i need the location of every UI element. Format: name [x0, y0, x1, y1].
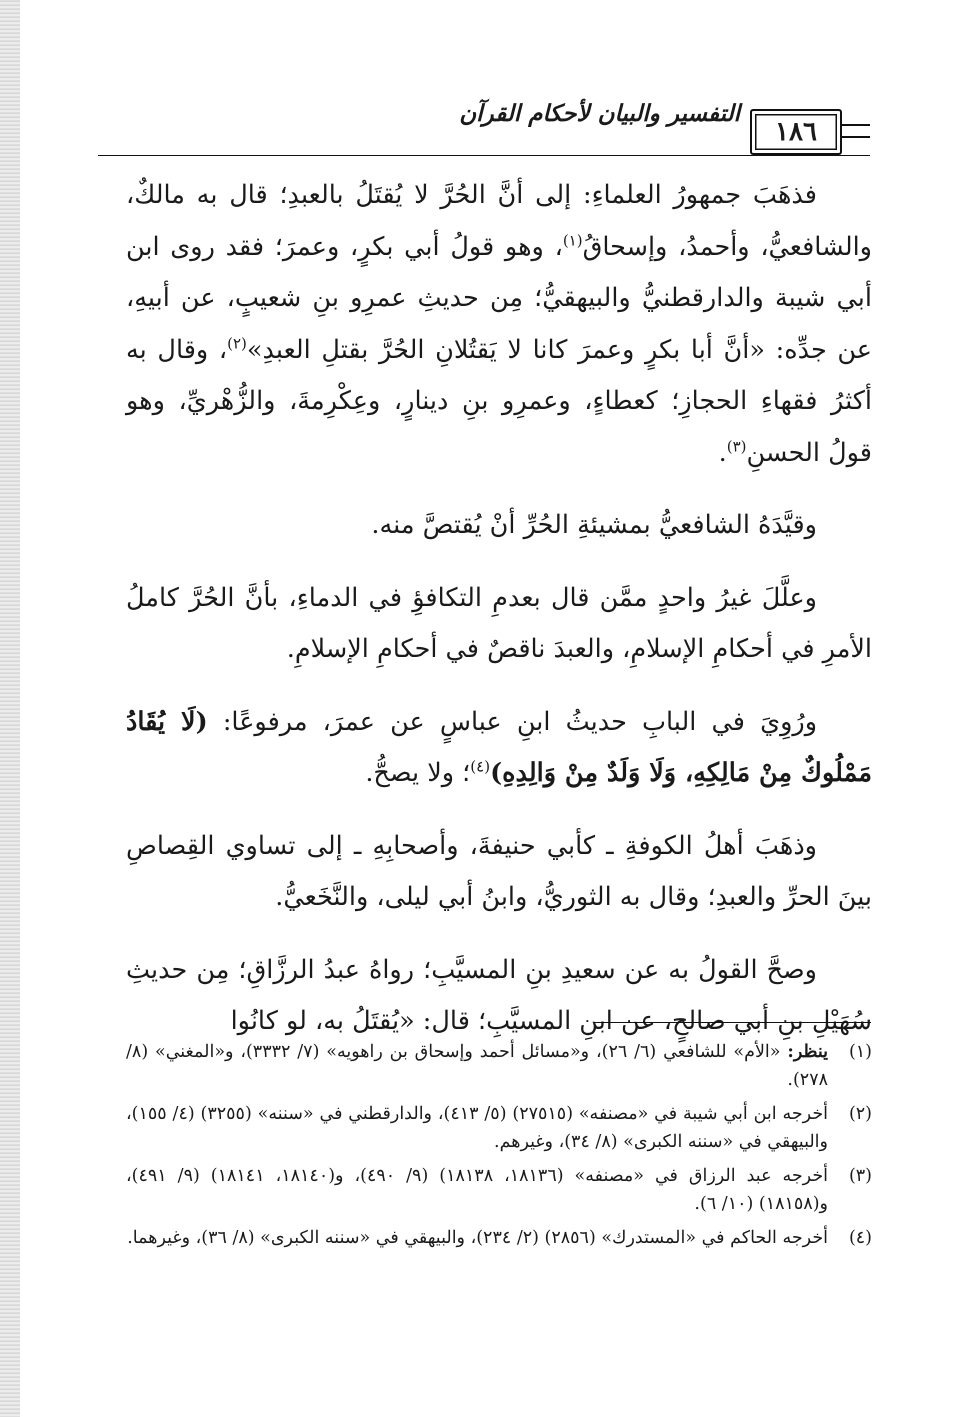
hadith-quote: (لَا يُقَادُ مَمْلُوكٌ مِنْ مَالِكِهِ، وَلَا وَلَدٌ مِنْ وَالِدِهِ): [126, 706, 872, 788]
footnote-lead: ينظر:: [787, 1042, 828, 1062]
footnote-text: [126, 1038, 828, 1094]
paragraph-4: [126, 697, 872, 800]
page-number: ١٨٦: [750, 109, 842, 155]
text-run: ، وقال به أكثرُ فقهاءِ الحجازِ؛ كعطاءٍ، وعمرِو بنِ دينارٍ، وعِكْرِمةَ، والزُّهْريِّ، وهو قولُ الحسنِ: [126, 334, 872, 468]
paragraph-1: [126, 170, 872, 479]
footnote-text: أخرجه الحاكم في «المستدرك» (٢٨٥٦) (٢/ ٢٣٤)، والبيهقي في «سننه الكبرى» (٨/ ٣٦)، وغيرهما.: [127, 1228, 828, 1248]
text-run: ؛ ولا يصحُّ.: [365, 758, 471, 788]
book-title: التفسير والبيان لأحكام القرآن: [459, 100, 740, 127]
footnote-ref-4[interactable]: (٤): [470, 757, 491, 776]
paragraph-6: وصحَّ القولُ به عن سعيدِ بنِ المسيَّبِ؛ رواهُ عبدُ الرزَّاقِ؛ مِن حديثِ سُهَيْلِ بنِ أبي صالحٍ، عن ابنِ المسيَّبِ؛ قال: «يُقتَلُ به، لو كانُوا: [126, 954, 872, 1036]
main-text: [126, 170, 872, 1069]
footnote-number: (٤): [848, 1228, 872, 1248]
footnote-2: [126, 1100, 872, 1156]
header-rule: [98, 155, 870, 156]
text-run: فذهَبَ جمهورُ العلماءِ: إلى أنَّ الحُرَّ لا يُقتَلُ بالعبدِ؛ قال به مالكٌ، والشافعيُّ، وأحمدُ، وإسحاقُ: [126, 180, 872, 262]
footnote-text: أخرجه ابن أبي شيبة في «مصنفه» (٢٧٥١٥) (٥/ ٤١٣)، والدارقطني في «سننه» (٣٢٥٥) (٤/ ١٥٥)، والبيهقي في «سننه الكبرى» (٨/ ٣٤)، وغيرهم.: [126, 1104, 829, 1152]
footnote-number: (٢): [848, 1104, 872, 1124]
text-run: ، وهو قولُ أبي بكرٍ، وعمرَ؛ فقد روى ابن أبي شيبة والدارقطنيُّ والبيهقيُّ؛ مِن حديثِ عمرِو بنِ شعيبٍ، عن أبيهِ، عن جدِّه: «أنَّ أبا بكرٍ وعمرَ كانا لا يَقتُلانِ الحُرَّ بقتلِ العبدِ»: [126, 231, 872, 365]
footnote-4: [126, 1224, 872, 1252]
paragraph-5: وذهَبَ أهلُ الكوفةِ ـ كأبي حنيفةَ، وأصحابِهِ ـ إلى تساوي القِصاصِ بينَ الحرِّ والعبدِ؛ وقال به الثوريُّ، وابنُ أبي ليلى، والنَّخَعيُّ.: [126, 830, 872, 912]
footnote-1: [126, 1038, 872, 1094]
footnote-ref-2[interactable]: (٢): [227, 334, 247, 352]
footnote-number: (٣): [848, 1166, 872, 1186]
footnote-number: (١): [848, 1042, 872, 1062]
footnote-body: «الأم» للشافعي (٦/ ٢٦)، و«مسائل أحمد وإسحاق بن راهويه» (٧/ ٣٣٣٢)، و«المغني» (٨/ ٢٧٨).: [126, 1042, 828, 1090]
footnote-ref-1[interactable]: (١): [562, 231, 583, 249]
footnote-text: أخرجه عبد الرزاق في «مصنفه» (١٨١٣٦، ١٨١٣٨) (٩/ ٤٩٠)، و(١٨١٤٠، ١٨١٤١) (٩/ ٤٩١)، و(١٨١٥٨) (١٠/ ٦).: [126, 1166, 829, 1214]
paragraph-2: وقيَّدَهُ الشافعيُّ بمشيئةِ الحُرِّ أنْ يُقتصَّ منه.: [371, 510, 817, 540]
footnote-3: [126, 1162, 872, 1218]
header-ornament-lines: [840, 124, 870, 138]
scan-edge: [0, 0, 20, 1417]
paragraph-3: وعلَّلَ غيرُ واحدٍ ممَّن قال بعدمِ التكافؤِ في الدماءِ، بأنَّ الحُرَّ كاملُ الأمرِ في أحكامِ الإسلامِ، والعبدَ ناقصٌ في أحكامِ الإسلامِ.: [126, 582, 872, 664]
footnote-separator: [595, 1022, 871, 1023]
footnote-ref-3[interactable]: (٣): [726, 437, 747, 455]
text-run: ورُوِيَ في البابِ حديثُ ابنِ عباسٍ عن عمرَ، مرفوعًا:: [207, 706, 818, 737]
text-run: .: [718, 437, 727, 468]
footnotes: [126, 1038, 872, 1258]
